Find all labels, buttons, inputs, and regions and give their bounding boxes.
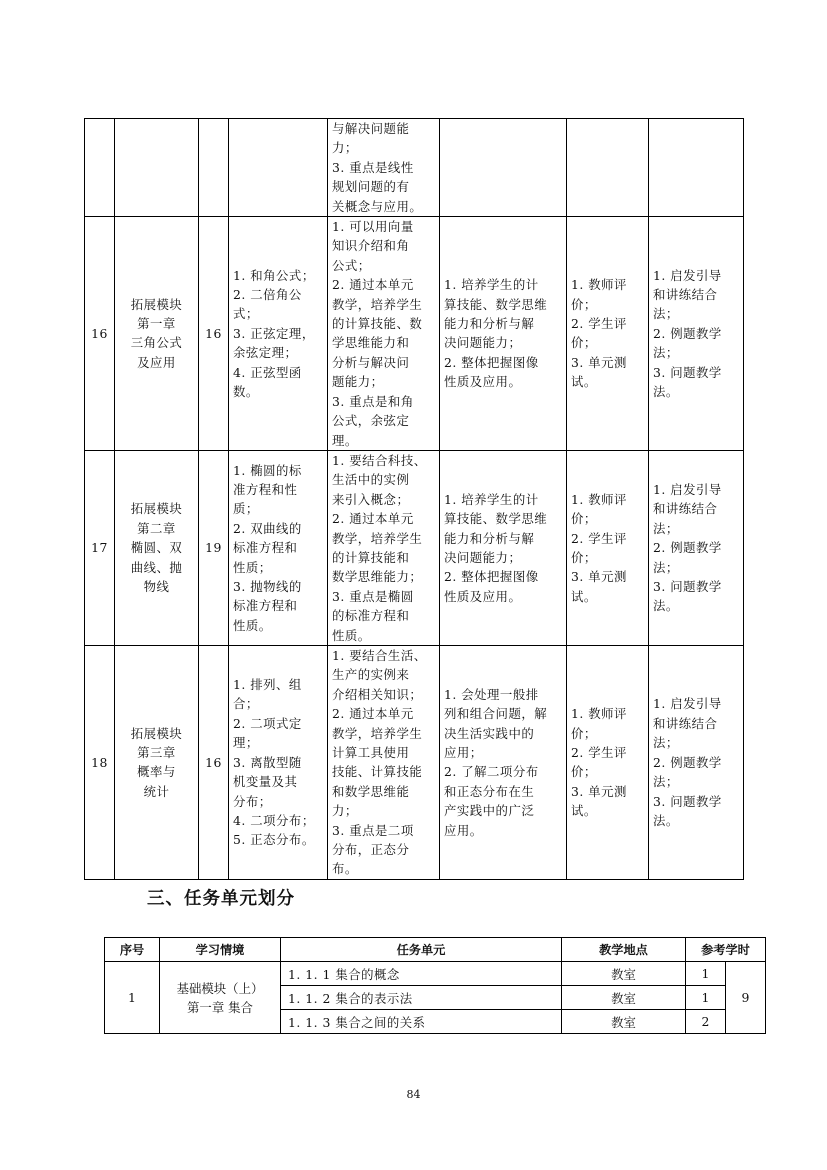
cell-line: 2. 通过本单元 [332, 511, 414, 527]
cell-line: 和正态分布在生 [444, 783, 535, 799]
cell-line: 1. 教师评 [571, 277, 627, 293]
row-number-cell: 17 [85, 450, 115, 645]
cell-line: 3. 重点是和角 [332, 393, 414, 409]
cell-line: 2. 学生评 [571, 530, 627, 546]
task-table-header-row [105, 938, 766, 962]
cell-line: 力； [332, 140, 358, 156]
cell-line: 理； [233, 735, 259, 751]
content-cell [229, 645, 328, 879]
hours-cell: 16 [199, 217, 229, 451]
cell-line: 价； [571, 511, 597, 527]
cell-line: 法。 [653, 383, 679, 399]
cell-line: 题能力； [332, 374, 384, 390]
cell-line: 准方程和性 [233, 482, 298, 498]
cell-line: 应用； [444, 745, 483, 760]
cell-line: 数学思维能力； [332, 569, 423, 585]
cell-line: 2. 学生评 [571, 745, 627, 760]
method-cell [649, 119, 744, 217]
table-row [85, 450, 744, 645]
method-cell [649, 217, 744, 451]
cell-line: 质； [233, 501, 259, 517]
header-hours: 参考学时 [686, 938, 766, 962]
row-number-cell: 16 [85, 217, 115, 451]
cell-line: 和数学思维能 [332, 783, 410, 799]
cell-line: 价； [571, 296, 597, 312]
cell-line: 决问题能力； [444, 549, 522, 565]
cell-line: 决生活实践中的 [444, 725, 535, 741]
curriculum-table [84, 118, 744, 880]
group-context [160, 962, 281, 1034]
cell-line: 2. 例题教学 [653, 325, 722, 341]
cell-line: 1. 启发引导 [653, 482, 722, 498]
quality-cell [440, 119, 567, 217]
cell-line: 3. 问题教学 [653, 579, 722, 595]
group-number: 1 [105, 962, 160, 1034]
task-hours-cell: 1 [686, 962, 726, 986]
assessment-cell [567, 645, 649, 879]
cell-line: 法； [653, 345, 679, 361]
cell-line: 2. 二倍角公 [233, 286, 302, 302]
cell-line: 2. 了解二项分布 [444, 764, 539, 780]
cell-line: 三角公式 [130, 335, 183, 351]
task-unit-cell: 1. 1. 3 集合之间的关系 [281, 1010, 562, 1034]
cell-line: 及应用 [137, 354, 176, 370]
cell-line: 1. 和角公式； [233, 267, 315, 283]
task-unit-table [104, 937, 766, 1034]
cell-line: 1. 教师评 [571, 491, 627, 507]
cell-line: 2. 例题教学 [653, 540, 722, 556]
cell-line: 的计算技能、数 [332, 316, 423, 332]
cell-line: 3. 重点是椭圆 [332, 588, 414, 604]
goals-cell [328, 217, 440, 451]
cell-line: 能力和分析与解 [444, 316, 535, 332]
task-location-cell: 教室 [562, 962, 686, 986]
cell-line: 1. 培养学生的计 [444, 277, 539, 293]
cell-line: 法； [653, 306, 679, 322]
cell-line: 分布，正态分 [332, 842, 410, 858]
content-cell [229, 217, 328, 451]
cell-line: 价； [571, 725, 597, 741]
task-unit-cell: 1. 1. 2 集合的表示法 [281, 986, 562, 1010]
cell-line: 布。 [332, 861, 358, 877]
task-hours-cell: 1 [686, 986, 726, 1010]
cell-line: 决问题能力； [444, 335, 522, 351]
cell-line: 价； [571, 549, 597, 565]
cell-line: 和讲练结合 [653, 715, 718, 731]
cell-line: 法； [653, 520, 679, 536]
cell-line: 分布； [233, 793, 272, 809]
cell-line: 2. 整体把握图像 [444, 354, 539, 370]
cell-line: 的计算技能和 [332, 549, 410, 565]
task-hours-cell: 2 [686, 1010, 726, 1034]
task-location-cell: 教室 [562, 986, 686, 1010]
group-total-hours: 9 [726, 962, 766, 1034]
cell-line: 1. 教师评 [571, 706, 627, 722]
cell-line: 分析与解决问 [332, 354, 410, 370]
cell-line: 4. 二项分布； [233, 812, 315, 828]
cell-line: 拓展模块 [130, 296, 183, 312]
cell-line: 1. 启发引导 [653, 267, 722, 283]
content-cell [229, 450, 328, 645]
task-unit-cell: 1. 1. 1 集合的概念 [281, 962, 562, 986]
cell-line: 1. 要结合科技、 [332, 452, 427, 468]
cell-line: 教学，培养学生 [332, 530, 423, 546]
cell-line: 力； [332, 803, 358, 819]
cell-line: 3. 单元测 [571, 569, 627, 585]
cell-line: 能力和分析与解 [444, 530, 535, 546]
cell-line: 3. 抛物线的 [233, 579, 302, 595]
cell-line: 公式，余弦定 [332, 413, 410, 429]
cell-line: 1. 会处理一般排 [444, 686, 539, 702]
quality-cell [440, 645, 567, 879]
cell-line: 来引入概念； [332, 491, 410, 507]
cell-line: 合； [233, 696, 259, 712]
cell-line: 拓展模块 [130, 725, 183, 741]
cell-line: 2. 通过本单元 [332, 277, 414, 293]
cell-line: 2. 双曲线的 [233, 520, 302, 536]
cell-line: 数。 [233, 383, 259, 399]
cell-line: 2. 整体把握图像 [444, 569, 539, 585]
cell-line: 价； [571, 335, 597, 351]
number-cell [85, 119, 115, 217]
cell-line: 法； [653, 559, 679, 575]
cell-line: 2. 二项式定 [233, 715, 302, 731]
method-cell [649, 645, 744, 879]
cell-line: 标准方程和 [233, 540, 298, 556]
cell-line: 3. 问题教学 [653, 793, 722, 809]
module-cell [115, 119, 199, 217]
context-line: 基础模块（上） [176, 980, 264, 996]
cell-line: 性质。 [233, 617, 272, 633]
cell-line: 1. 要结合生活、 [332, 647, 427, 663]
cell-line: 计算工具使用 [332, 745, 410, 760]
cell-line: 法； [653, 774, 679, 790]
cell-line: 概率与 [137, 764, 176, 780]
cell-line: 教学，培养学生 [332, 725, 423, 741]
cell-line: 椭圆、双 [130, 540, 183, 556]
header-task-unit: 任务单元 [281, 938, 562, 962]
cell-line: 性质； [233, 559, 272, 575]
assessment-cell [567, 450, 649, 645]
cell-line: 关概念与应用。 [332, 198, 423, 214]
quality-cell [440, 217, 567, 451]
cell-line: 3. 问题教学 [653, 364, 722, 380]
cell-line: 学思维能力和 [332, 335, 410, 351]
cell-line: 公式； [332, 257, 371, 273]
cell-line: 理。 [332, 432, 358, 448]
cell-line: 机变量及其 [233, 774, 298, 790]
cell-line: 式； [233, 306, 259, 322]
assessment-cell [567, 217, 649, 451]
cell-line: 3. 重点是线性 [332, 159, 414, 175]
cell-line: 和讲练结合 [653, 501, 718, 517]
cell-line: 统计 [143, 783, 170, 799]
cell-line: 1. 启发引导 [653, 696, 722, 712]
table-row [85, 217, 744, 451]
cell-line: 法。 [653, 598, 679, 614]
goals-cell [328, 119, 440, 217]
cell-line: 余弦定理； [233, 345, 298, 361]
cell-line: 3. 单元测 [571, 354, 627, 370]
cell-line: 算技能、数学思维 [444, 296, 548, 312]
hours-cell [199, 119, 229, 217]
row-number-cell: 18 [85, 645, 115, 879]
cell-line: 试。 [571, 588, 597, 604]
cell-line: 生活中的实例 [332, 472, 410, 488]
header-location: 教学地点 [562, 938, 686, 962]
cell-line: 1. 可以用向量 [332, 219, 414, 235]
cell-line: 物线 [143, 579, 170, 595]
cell-line: 2. 通过本单元 [332, 706, 414, 722]
cell-line: 5. 正态分布。 [233, 832, 315, 848]
module-cell [115, 217, 199, 451]
content-cell [229, 119, 328, 217]
cell-line: 试。 [571, 803, 597, 819]
cell-line: 标准方程和 [233, 598, 298, 614]
cell-line: 2. 学生评 [571, 316, 627, 332]
cell-line: 4. 正弦型函 [233, 364, 302, 380]
cell-line: 3. 单元测 [571, 783, 627, 799]
cell-line: 与解决问题能 [332, 121, 410, 136]
cell-line: 第一章 [137, 316, 176, 332]
table-row [85, 645, 744, 879]
table-row [105, 962, 766, 986]
module-cell [115, 645, 199, 879]
cell-line: 1. 排列、组 [233, 677, 302, 693]
cell-line: 3. 离散型随 [233, 754, 302, 770]
header-context: 学习情境 [160, 938, 281, 962]
header-number: 序号 [105, 938, 160, 962]
cell-line: 3. 重点是二项 [332, 822, 414, 838]
cell-line: 和讲练结合 [653, 286, 718, 302]
cell-line: 1. 椭圆的标 [233, 462, 302, 478]
cell-line: 试。 [571, 374, 597, 390]
goals-cell [328, 645, 440, 879]
page-number: 84 [406, 1088, 421, 1101]
cell-line: 性质及应用。 [444, 588, 522, 604]
cell-line: 的标准方程和 [332, 608, 410, 624]
cell-line: 介绍相关知识； [332, 686, 423, 702]
cell-line: 第三章 [137, 745, 176, 760]
hours-cell: 16 [199, 645, 229, 879]
cell-line: 法； [653, 735, 679, 751]
cell-line: 教学，培养学生 [332, 296, 423, 312]
context-line: 第一章 集合 [187, 999, 253, 1015]
cell-line: 规划问题的有 [332, 179, 410, 195]
cell-line: 2. 例题教学 [653, 754, 722, 770]
cell-line: 1. 培养学生的计 [444, 491, 539, 507]
goals-cell [328, 450, 440, 645]
quality-cell [440, 450, 567, 645]
cell-line: 应用。 [444, 822, 483, 838]
assessment-cell [567, 119, 649, 217]
cell-line: 法。 [653, 812, 679, 828]
cell-line: 知识介绍和角 [332, 238, 410, 254]
cell-line: 列和组合问题，解 [444, 706, 548, 722]
module-cell [115, 450, 199, 645]
task-location-cell: 教室 [562, 1010, 686, 1034]
cell-line: 拓展模块 [130, 501, 183, 517]
method-cell [649, 450, 744, 645]
cell-line: 曲线、抛 [130, 559, 183, 575]
cell-line: 技能、计算技能 [332, 764, 423, 780]
cell-line: 性质及应用。 [444, 374, 522, 390]
hours-cell: 19 [199, 450, 229, 645]
cell-line: 生产的实例来 [332, 667, 410, 683]
cell-line: 性质。 [332, 627, 371, 643]
section-heading: 三、任务单元划分 [147, 889, 295, 909]
cell-line: 价； [571, 764, 597, 780]
cell-line: 3. 正弦定理， [233, 325, 315, 341]
table-row [85, 119, 744, 217]
cell-line: 算技能、数学思维 [444, 511, 548, 527]
cell-line: 第二章 [137, 520, 176, 536]
cell-line: 产实践中的广泛 [444, 803, 535, 819]
